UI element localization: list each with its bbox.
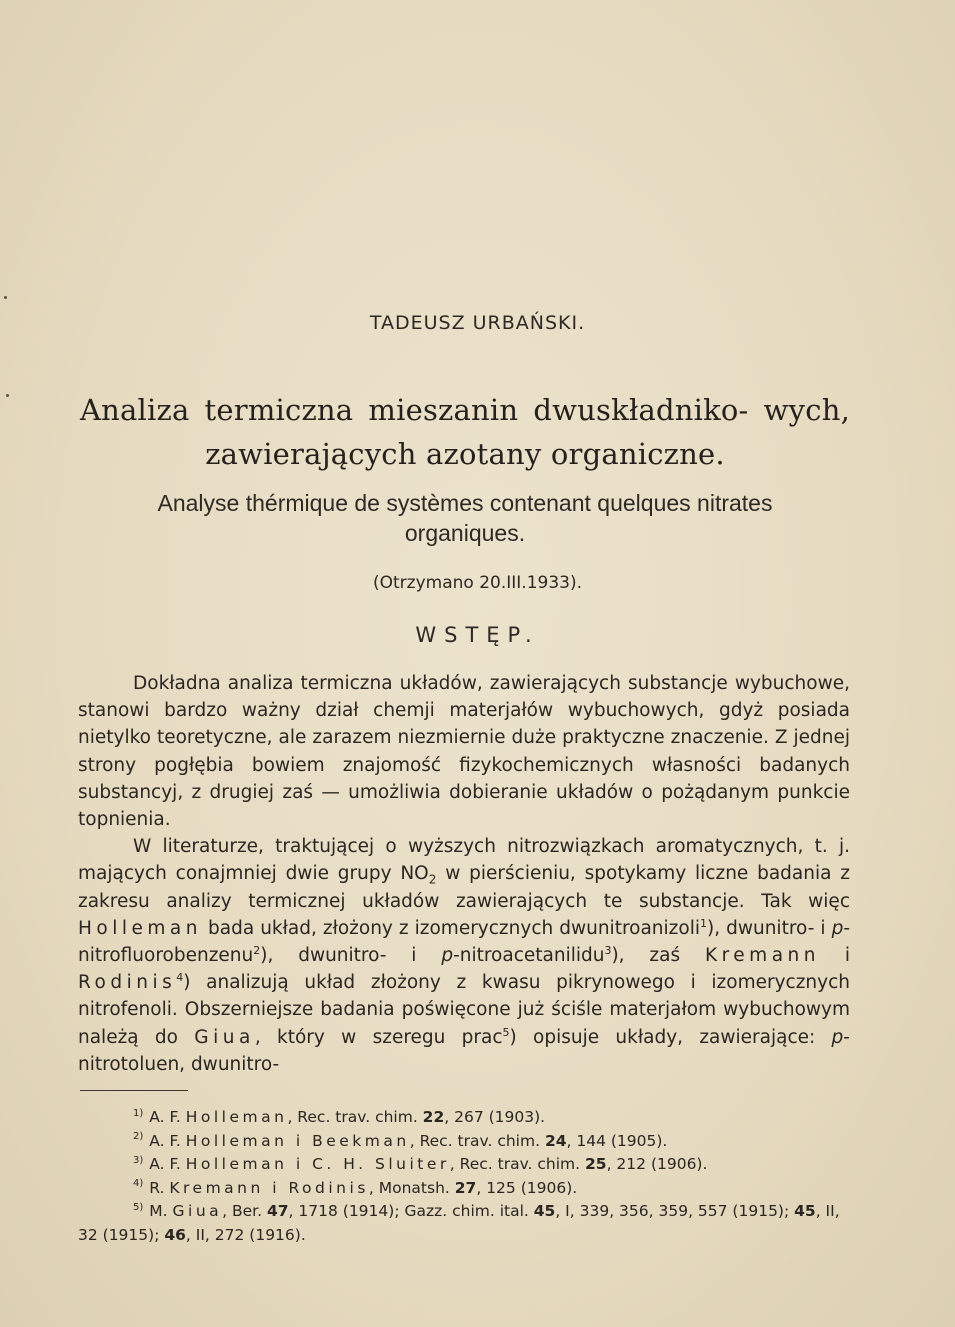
author-citation: Kremann [704,945,820,967]
paper-title: Analiza termiczna mieszanin dwuskładniko- wych, zawierających azotany organiczne. [80,393,850,471]
paper-subtitle-french: Analyse thérmique de systèmes contenant quelques nitrates organiques. [157,490,773,546]
author-citation: Rodinis [78,972,177,994]
received-date: (Otrzymano 20.III.1933). [373,573,582,593]
section-heading: WSTĘP. [415,623,540,647]
footnote-1: $^{1)}$ A. F. Holleman, Rec. trav. chim. 22, 267 (1903). [133,1107,546,1126]
footnote-5: $^{5)}$ M. Giua, Ber. 47, 1718 (1914); Gazz. chim. ital. 45, I, 339, 356, 359, 557 (1915); 45, II, 32 (1915); 46, II, 272 (1916). [78,1201,840,1244]
footnote-ref: 3 [604,943,612,957]
footnote-4: $^{4)}$ R. Kremann i Rodinis, Monatsh. 27, 125 (1906). [133,1178,578,1197]
footnote-ref: 5 [502,1025,510,1039]
footnote-ref: 4 [176,971,184,985]
footnote-3: $^{3)}$ A. F. Holleman i C. H. Sluiter, Rec. trav. chim. 25, 212 (1906). [133,1154,708,1173]
author-citation: Holleman [78,917,202,939]
scan-speck [6,394,9,397]
paragraph-2: W literaturze, traktującej o wyższych nitrozwiązkach aromatycznych, t. j. mających conajmniej dwie grupy $NO_2$ w pierścieniu, spotykamy liczne badania z zakresu analizy termicznej układów zawierających te substancje. Tak więc Holleman bada układ, złożony z izomerycznych dwunitroanizoli$^1$), dwunitro- i p-nitrofluorobenzenu$^2$), dwunitro- i p-nitroacetanilidu$^3$), zaś Kremann i Rodinis$^4$) analizują układ złożony z kwasu pikrynowego i izomerycznych nitrofenoli. Obszerniejsze badania poświęcone już ściśle materjałom wybuchowym należą do Giua, który w szeregu prac$^5$) opisuje układy, zawierające: p-nitrotoluen, dwunitro- [78,836,850,1075]
body-text [78,670,850,1078]
footnote-ref: 2 [253,943,261,957]
author-citation: Giua [194,1026,255,1048]
footnote-2: $^{2)}$ A. F. Holleman i Beekman, Rec. trav. chim. 24, 144 (1905). [133,1131,668,1150]
footnotes [78,1106,850,1247]
paragraph-1: Dokładna analiza termiczna układów, zawierających substancje wybuchowe, stanowi bardzo ważny dział chemji materjałów wybuchowych, gdyż posiada nietylko teoretyczne, ale zarazem niezmiernie duże praktyczne znaczenie. Z jednej strony pogłębia bowiem znajomość fizykochemicznych własności badanych substancyj, z drugiej zaś — umożliwia dobieranie układów o pożądanym punkcie topnienia. [78,673,850,831]
author-name: TADEUSZ URBAŃSKI. [369,312,586,334]
footnote-ref: 1 [699,916,707,930]
footnote-rule [80,1090,188,1091]
scan-speck [4,296,7,299]
